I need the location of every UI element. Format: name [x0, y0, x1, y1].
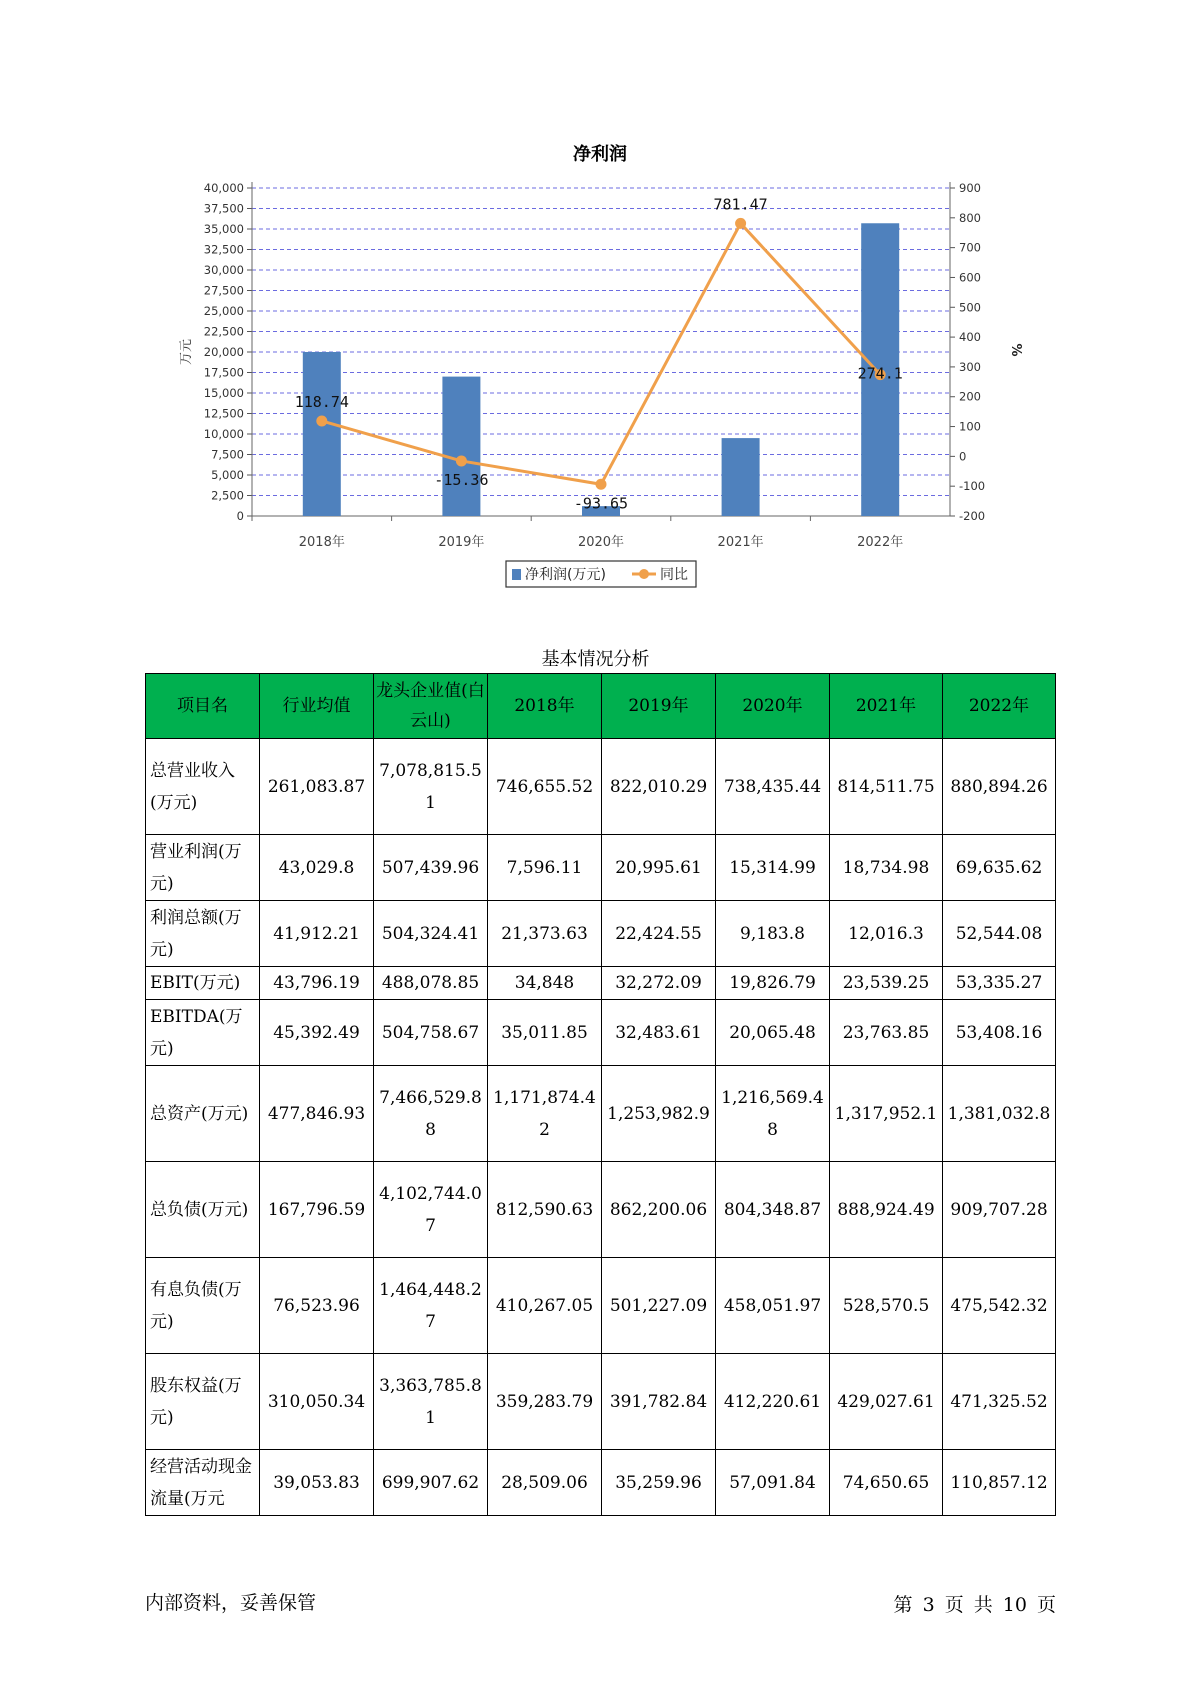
- right-tick-label: 200: [959, 389, 981, 404]
- table-row: [146, 1000, 1056, 1066]
- left-tick-label: 10,000: [203, 427, 244, 441]
- table-row: [146, 1354, 1056, 1450]
- right-axis-label: %: [1008, 343, 1023, 357]
- chart-title: 净利润: [573, 144, 627, 165]
- x-tick-label: 2020年: [577, 535, 625, 550]
- legend-line-marker: [639, 569, 649, 579]
- left-tick-label: 27,500: [203, 283, 244, 298]
- right-tick-label: 300: [959, 359, 981, 374]
- left-tick-label: 7,500: [211, 447, 244, 462]
- table-row: [146, 1258, 1056, 1354]
- table-cell: 32,483.61: [602, 1000, 716, 1066]
- right-tick-label: -200: [959, 509, 986, 523]
- row-label: 营业利润(万元): [146, 835, 260, 901]
- table-cell: 43,796.19: [260, 967, 374, 1000]
- table-cell: 1,171,874.42: [488, 1066, 602, 1162]
- left-tick-label: 30,000: [203, 263, 244, 277]
- table-cell: 23,763.85: [830, 1000, 943, 1066]
- bar-2: [442, 377, 480, 516]
- column-header: 2022年: [943, 674, 1056, 739]
- analysis-table: [145, 673, 1056, 1516]
- table-cell: 822,010.29: [602, 739, 716, 835]
- table-cell: 862,200.06: [602, 1162, 716, 1258]
- table-body: [146, 739, 1056, 1516]
- table-cell: 412,220.61: [716, 1354, 830, 1450]
- right-tick-label: 500: [959, 300, 981, 315]
- legend-line-label: 同比: [660, 567, 688, 583]
- table-row: [146, 1450, 1056, 1516]
- table-cell: 20,065.48: [716, 1000, 830, 1066]
- table-cell: 429,027.61: [830, 1354, 943, 1450]
- table-cell: 34,848: [488, 967, 602, 1000]
- table-cell: 4,102,744.07: [374, 1162, 488, 1258]
- left-tick-label: 2,500: [211, 488, 244, 503]
- right-tick-label: 600: [959, 270, 981, 285]
- table-row: [146, 1162, 1056, 1258]
- table-cell: 20,995.61: [602, 835, 716, 901]
- legend-bar-swatch: [512, 569, 521, 580]
- column-header: 行业均值: [260, 674, 374, 739]
- yoy-data-label: 274.1: [857, 364, 903, 383]
- table-cell: 1,253,982.9: [602, 1066, 716, 1162]
- table-cell: 475,542.32: [943, 1258, 1056, 1354]
- row-label: 总营业收入(万元): [146, 739, 260, 835]
- yoy-point-4: [735, 218, 746, 229]
- table-cell: 504,324.41: [374, 901, 488, 967]
- table-cell: 504,758.67: [374, 1000, 488, 1066]
- x-tick-label: 2022年: [857, 535, 904, 550]
- column-header: 2018年: [488, 674, 602, 739]
- table-cell: 74,650.65: [830, 1450, 943, 1516]
- chart-canvas: [0, 0, 1191, 600]
- table-cell: 9,183.8: [716, 901, 830, 967]
- row-label: EBITDA(万元): [146, 1000, 260, 1066]
- table-cell: 76,523.96: [260, 1258, 374, 1354]
- table-cell: 32,272.09: [602, 967, 716, 1000]
- left-tick-label: 32,500: [203, 242, 244, 257]
- table-cell: 39,053.83: [260, 1450, 374, 1516]
- table-cell: 746,655.52: [488, 739, 602, 835]
- table-cell: 41,912.21: [260, 901, 374, 967]
- footer-page-number: 第 3 页 共 10 页: [893, 1594, 1056, 1616]
- table-cell: 488,078.85: [374, 967, 488, 1000]
- table-row: [146, 901, 1056, 967]
- table-cell: 812,590.63: [488, 1162, 602, 1258]
- row-label: EBIT(万元): [146, 967, 260, 1000]
- table-cell: 52,544.08: [943, 901, 1056, 967]
- table-cell: 3,363,785.81: [374, 1354, 488, 1450]
- header-row: [146, 674, 1056, 739]
- table-row: [146, 1066, 1056, 1162]
- table-cell: 7,466,529.88: [374, 1066, 488, 1162]
- column-header: 龙头企业值(白云山): [374, 674, 488, 739]
- yoy-data-label: -15.36: [434, 470, 489, 489]
- table-row: [146, 967, 1056, 1000]
- table-header: [146, 674, 1056, 739]
- table-cell: 507,439.96: [374, 835, 488, 901]
- table-row: [146, 739, 1056, 835]
- left-tick-label: 37,500: [203, 201, 244, 216]
- table-cell: 7,078,815.51: [374, 739, 488, 835]
- x-tick-label: 2019年: [438, 535, 485, 550]
- right-tick-label: 800: [959, 210, 981, 225]
- table-cell: 458,051.97: [716, 1258, 830, 1354]
- left-tick-label: 17,500: [203, 365, 244, 380]
- table-cell: 471,325.52: [943, 1354, 1056, 1450]
- table-cell: 888,924.49: [830, 1162, 943, 1258]
- table-cell: 699,907.62: [374, 1450, 488, 1516]
- table-cell: 18,734.98: [830, 835, 943, 901]
- table-cell: 35,259.96: [602, 1450, 716, 1516]
- table-cell: 7,596.11: [488, 835, 602, 901]
- bar-4: [722, 438, 760, 516]
- bar-1: [303, 352, 341, 516]
- table-cell: 261,083.87: [260, 739, 374, 835]
- right-tick-label: 900: [959, 181, 981, 195]
- table-cell: 477,846.93: [260, 1066, 374, 1162]
- table-cell: 167,796.59: [260, 1162, 374, 1258]
- table-cell: 15,314.99: [716, 835, 830, 901]
- table-cell: 359,283.79: [488, 1354, 602, 1450]
- table-cell: 391,782.84: [602, 1354, 716, 1450]
- table-cell: 501,227.09: [602, 1258, 716, 1354]
- left-tick-label: 15,000: [203, 386, 244, 400]
- column-header: 2020年: [716, 674, 830, 739]
- table-row: [146, 835, 1056, 901]
- footer-confidential: 内部资料，妥善保管: [145, 1592, 317, 1614]
- left-tick-label: 22,500: [203, 324, 244, 339]
- x-tick-label: 2018年: [298, 535, 345, 550]
- net-profit-chart: [0, 0, 1191, 600]
- x-tick-label: 2021年: [717, 535, 764, 550]
- yoy-data-label: 781.47: [713, 195, 768, 214]
- table-cell: 1,216,569.48: [716, 1066, 830, 1162]
- table-cell: 53,335.27: [943, 967, 1056, 1000]
- table-cell: 110,857.12: [943, 1450, 1056, 1516]
- right-tick-label: 400: [959, 330, 981, 345]
- table-cell: 57,091.84: [716, 1450, 830, 1516]
- left-tick-label: 5,000: [211, 468, 244, 482]
- right-tick-label: 700: [959, 240, 981, 255]
- table-cell: 22,424.55: [602, 901, 716, 967]
- yoy-point-1: [316, 415, 327, 426]
- left-tick-label: 20,000: [203, 345, 244, 359]
- column-header: 2019年: [602, 674, 716, 739]
- row-label: 有息负债(万元): [146, 1258, 260, 1354]
- table-cell: 814,511.75: [830, 739, 943, 835]
- table-cell: 528,570.5: [830, 1258, 943, 1354]
- table-cell: 43,029.8: [260, 835, 374, 901]
- column-header: 项目名: [146, 674, 260, 739]
- table-cell: 1,317,952.1: [830, 1066, 943, 1162]
- right-tick-label: -100: [959, 479, 986, 494]
- column-header: 2021年: [830, 674, 943, 739]
- right-tick-label: 100: [959, 419, 981, 434]
- table-cell: 28,509.06: [488, 1450, 602, 1516]
- left-tick-label: 0: [236, 509, 244, 523]
- legend-bar-label: 净利润(万元): [525, 567, 606, 583]
- table-cell: 1,464,448.27: [374, 1258, 488, 1354]
- table-cell: 738,435.44: [716, 739, 830, 835]
- row-label: 总资产(万元): [146, 1066, 260, 1162]
- table-cell: 1,381,032.8: [943, 1066, 1056, 1162]
- row-label: 经营活动现金流量(万元: [146, 1450, 260, 1516]
- left-tick-label: 35,000: [203, 222, 244, 236]
- table-cell: 310,050.34: [260, 1354, 374, 1450]
- left-tick-label: 25,000: [203, 304, 244, 318]
- table-caption: 基本情况分析: [541, 649, 650, 670]
- yoy-data-label: -93.65: [573, 494, 629, 513]
- table-cell: 53,408.16: [943, 1000, 1056, 1066]
- table-cell: 45,392.49: [260, 1000, 374, 1066]
- table-cell: 909,707.28: [943, 1162, 1056, 1258]
- yoy-data-label: 118.74: [294, 392, 349, 411]
- table-cell: 19,826.79: [716, 967, 830, 1000]
- table-cell: 804,348.87: [716, 1162, 830, 1258]
- table-cell: 35,011.85: [488, 1000, 602, 1066]
- table-cell: 21,373.63: [488, 901, 602, 967]
- table-cell: 410,267.05: [488, 1258, 602, 1354]
- table-cell: 69,635.62: [943, 835, 1056, 901]
- yoy-line: [322, 223, 880, 484]
- row-label: 股东权益(万元): [146, 1354, 260, 1450]
- yoy-point-2: [456, 455, 467, 466]
- left-axis-label: 万元: [179, 338, 194, 366]
- table-cell: 12,016.3: [830, 901, 943, 967]
- yoy-point-3: [596, 479, 607, 490]
- table-cell: 23,539.25: [830, 967, 943, 1000]
- left-tick-label: 12,500: [203, 406, 244, 421]
- row-label: 利润总额(万元): [146, 901, 260, 967]
- row-label: 总负债(万元): [146, 1162, 260, 1258]
- right-tick-label: 0: [959, 449, 967, 464]
- table-cell: 880,894.26: [943, 739, 1056, 835]
- left-tick-label: 40,000: [203, 181, 244, 195]
